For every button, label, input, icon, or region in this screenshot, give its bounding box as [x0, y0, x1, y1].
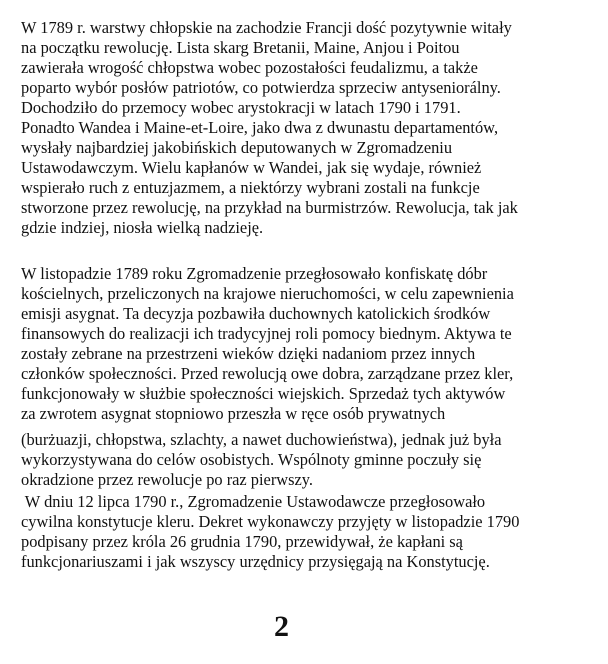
text-line: cywilna konstytucje kleru. Dekret wykonawczy przyjęty w listopadzie 1790 — [21, 512, 520, 531]
text-line: wspierało ruch z entuzjazmem, a niektórzy wybrani zostali na funkcje — [21, 178, 480, 197]
text-line: emisji asygnat. Ta decyzja pozbawiła duchownych katolickich środków — [21, 304, 491, 323]
text-line: kościelnych, przeliczonych na krajowe nieruchomości, w celu zapewnienia — [21, 284, 514, 303]
text-line: zawierała wrogość chłopstwa wobec pozostałości feudalizmu, a także — [21, 58, 478, 77]
text-line: Dochodziło do przemocy wobec arystokracji w latach 1790 i 1791. — [21, 98, 461, 117]
text-line: wykorzystywana do celów osobistych. Wspólnoty gminne poczuły się — [21, 450, 482, 469]
text-line: Ustawodawczym. Wielu kapłanów w Wandei, jak się wydaje, również — [21, 158, 482, 177]
text-line: gdzie indziej, niosła wielką nadzieję. — [21, 218, 264, 237]
text-line: za zwrotem asygnat stopniowo przeszła w ręce osób prywatnych — [21, 404, 446, 423]
page-number: 2 — [274, 610, 289, 643]
text-line: W dniu 12 lipca 1790 r., Zgromadzenie Ustawodawcze przegłosowało — [21, 492, 486, 511]
text-line: funkcjonowały w służbie społeczności wiejskich. Sprzedaż tych aktywów — [21, 384, 506, 403]
text-line: funkcjonariuszami i jak wszyscy urzędnicy przysięgają na Konstytucję. — [21, 552, 490, 571]
text-line: W 1789 r. warstwy chłopskie na zachodzie Francji dość pozytywnie witały — [21, 18, 512, 37]
text-line: W listopadzie 1789 roku Zgromadzenie przegłosowało konfiskatę dóbr — [21, 264, 488, 283]
text-line: Ponadto Wandea i Maine-et-Loire, jako dwa z dwunastu departamentów, — [21, 118, 499, 137]
text-line: (burżuazji, chłopstwa, szlachty, a nawet duchowieństwa), jednak już była — [21, 430, 502, 449]
text-line: na początku rewolucję. Lista skarg Bretanii, Maine, Anjou i Poitou — [21, 38, 460, 57]
text-line: stworzone przez rewolucję, na przykład na burmistrzów. Rewolucja, tak jak — [21, 198, 518, 217]
text-line: członków społeczności. Przed rewolucją owe dobra, zarządzane przez kler, — [21, 364, 514, 383]
text-line: zostały zebrane na przestrzeni wieków dzięki nadaniom przez innych — [21, 344, 476, 363]
text-line: finansowych do realizacji ich tradycyjnej roli pomocy biednym. Aktywa te — [21, 324, 512, 343]
text-line: poparto wybór posłów patriotów, co potwierdza sprzeciw antyseniorálny. — [21, 78, 501, 97]
text-line: wysłały najbardziej jakobińskich deputowanych w Zgromadzeniu — [21, 138, 453, 157]
text-line: podpisany przez króla 26 grudnia 1790, przewidywał, że kapłani są — [21, 532, 463, 551]
text-line: okradzione przez rewolucje po raz pierwszy. — [21, 470, 313, 489]
